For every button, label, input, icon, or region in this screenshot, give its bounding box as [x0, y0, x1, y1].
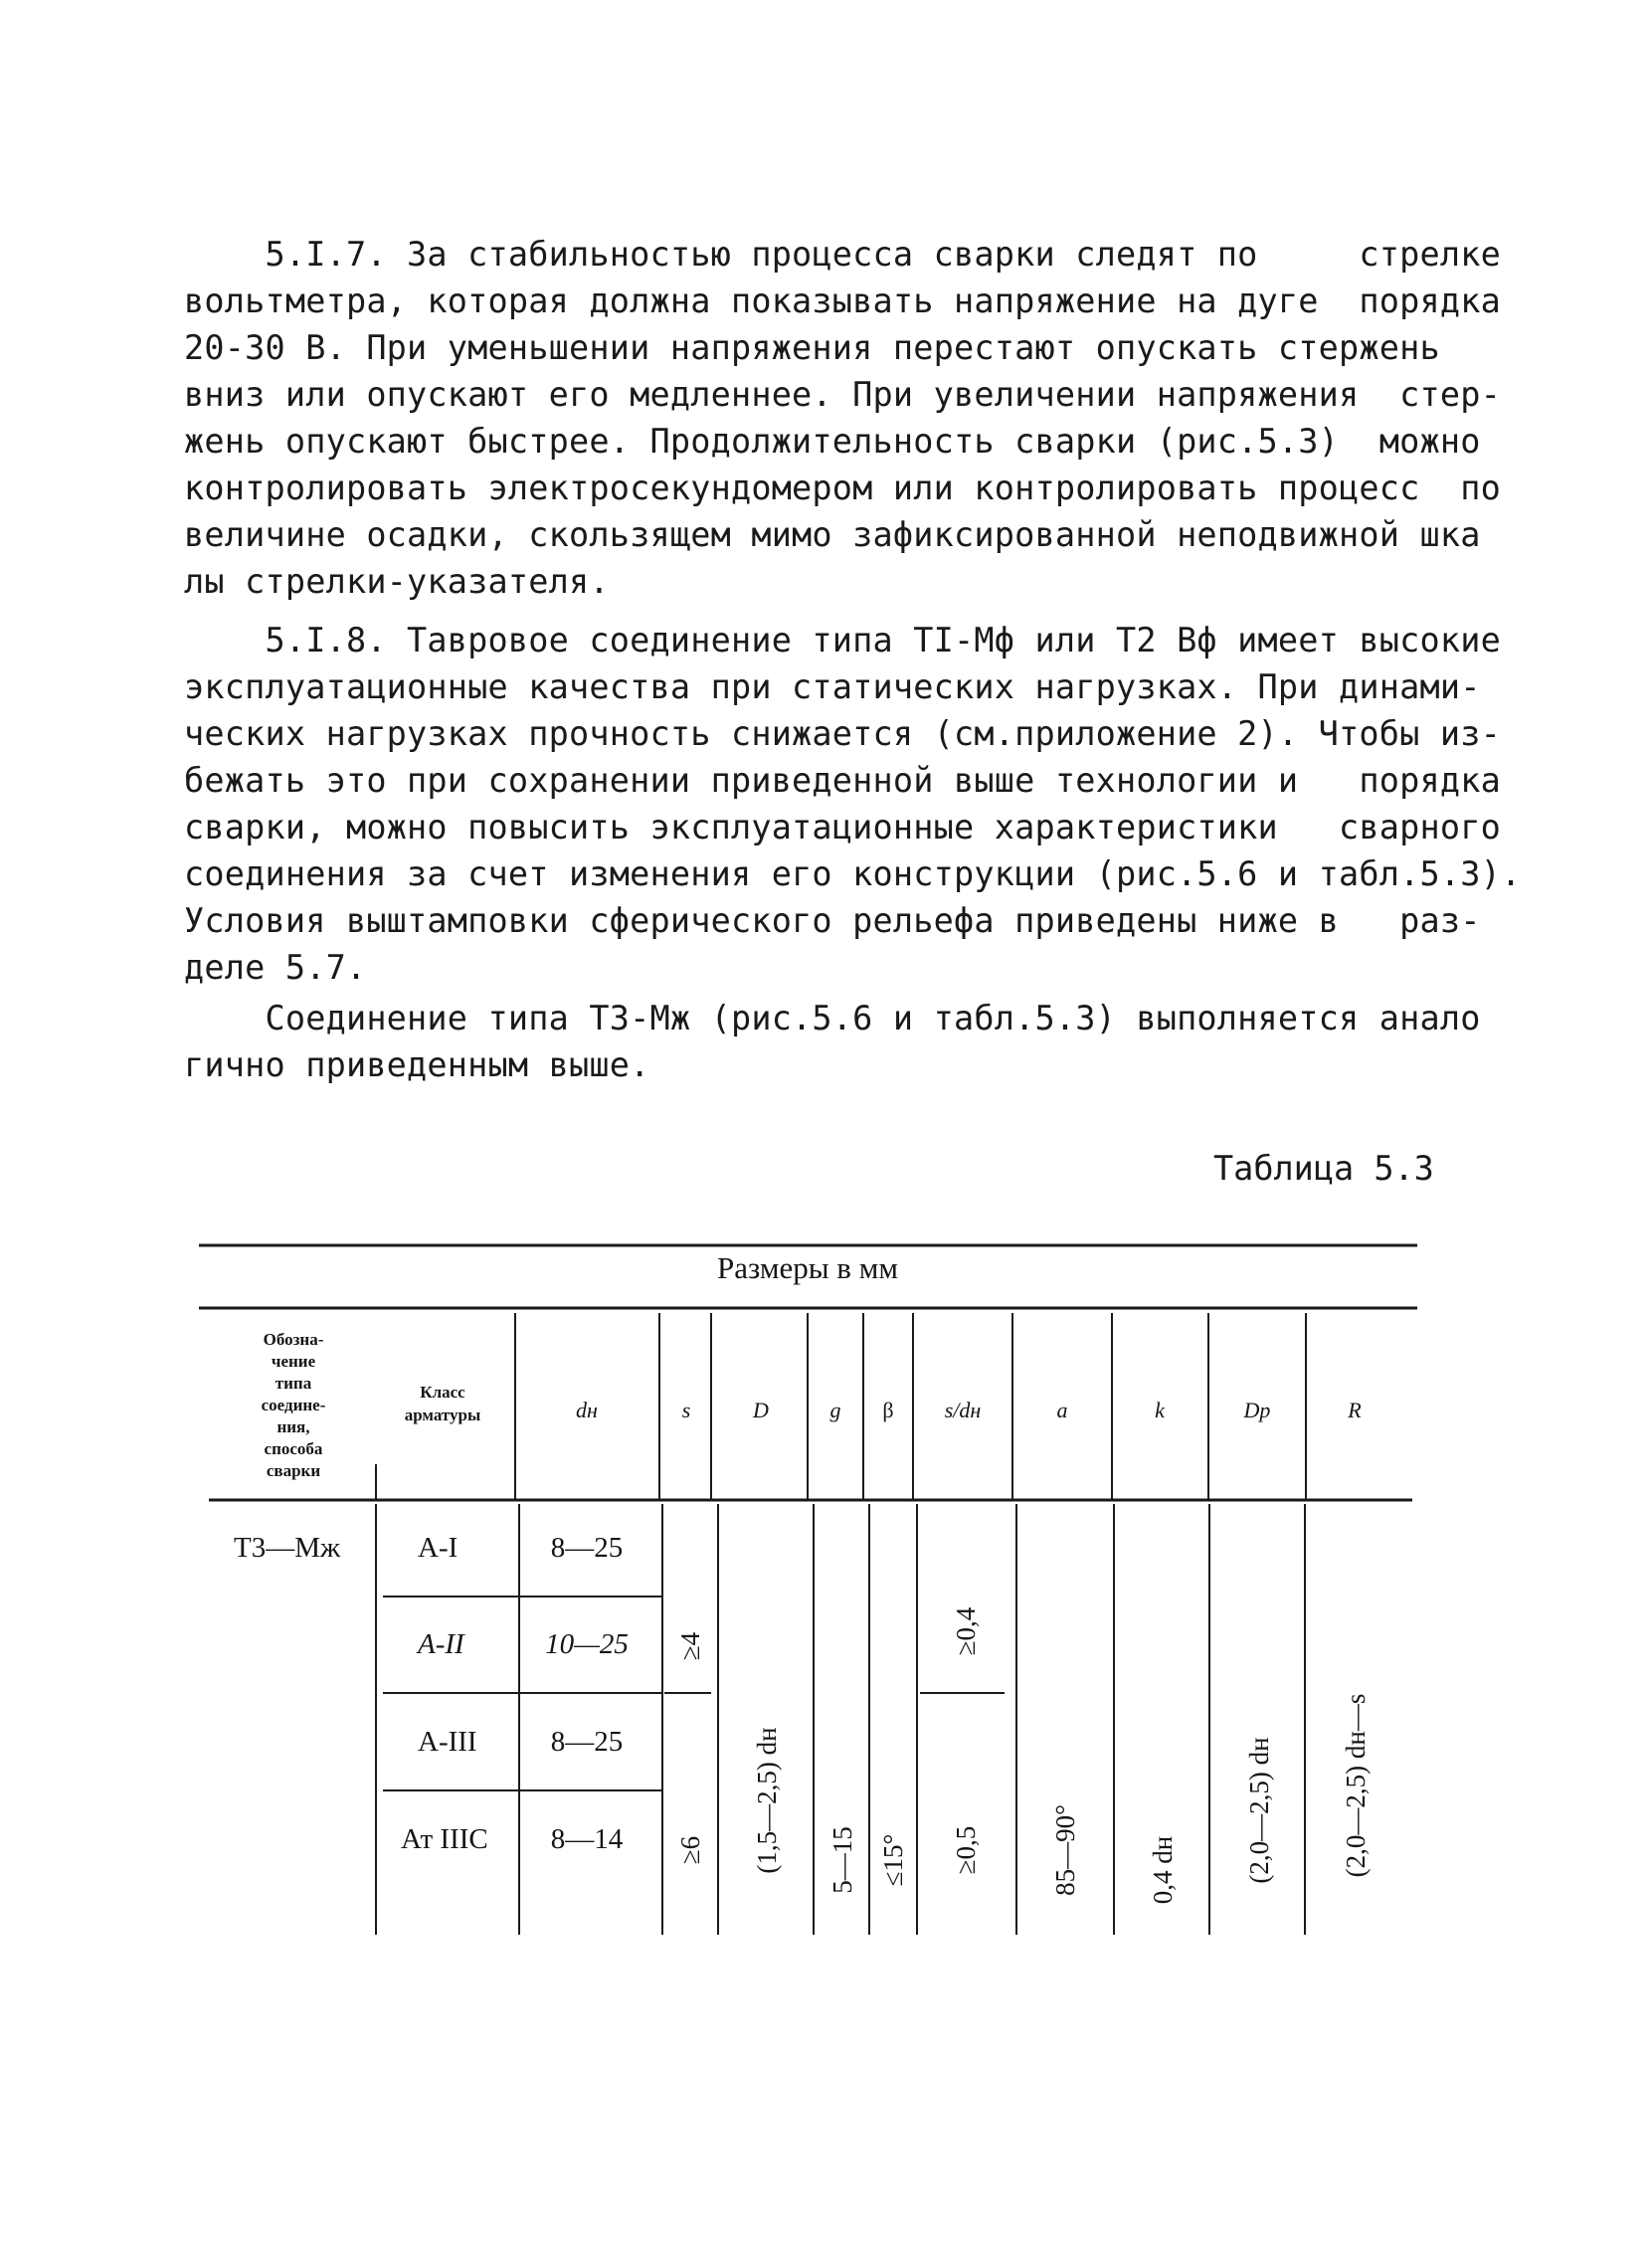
header-type — [262, 1330, 326, 1480]
header-line: типа — [275, 1374, 312, 1393]
header-line: чение — [271, 1352, 316, 1371]
header-s: s — [681, 1398, 691, 1422]
dn-cell: 8—25 — [550, 1532, 624, 1564]
text-line: Соединение типа Т3-Мж (рис.5.6 и табл.5.3) выполняется анало — [184, 999, 1481, 1037]
D-value-cell: (1,5—2,5) dн — [752, 1727, 782, 1874]
class-cell: Ат IIIС — [401, 1823, 488, 1855]
text-line: контролировать электросекундомером или контролировать процесс по — [184, 469, 1501, 507]
header-line: Класс — [420, 1383, 465, 1402]
header-line: способа — [264, 1439, 323, 1458]
k-value-cell: 0,4 dн — [1148, 1835, 1178, 1905]
header-line: сварки — [266, 1461, 321, 1480]
dn-cell: 8—14 — [550, 1823, 624, 1855]
a-value-cell: 85—90° — [1050, 1804, 1080, 1896]
dn-cell: 8—25 — [550, 1726, 624, 1758]
class-cell: А-III — [418, 1726, 477, 1758]
s-dn-value-cell: ≥0,4 — [951, 1606, 981, 1656]
text-line: 5.I.7. За стабильностью процесса сварки следят по стрелке — [184, 235, 1501, 274]
text-line: 20-30 В. При уменьшении напряжения перестают опускать стержень — [184, 328, 1440, 367]
s-dn-value-cell: ≥0,5 — [951, 1825, 981, 1875]
header-R: R — [1348, 1398, 1362, 1422]
beta-value-cell: ≤15° — [878, 1833, 908, 1887]
text-line: соединения за счет изменения его конструкции (рис.5.6 и табл.5.3). — [184, 854, 1522, 893]
header-s-dn: s/dн — [944, 1398, 982, 1422]
header-class — [405, 1383, 481, 1424]
text-line: лы стрелки-указателя. — [184, 562, 610, 601]
text-line: эксплуатационные качества при статических нагрузках. При динами- — [184, 667, 1481, 706]
header-line: ния, — [276, 1417, 310, 1436]
table-rules — [199, 1245, 1417, 1935]
header-k: k — [1155, 1398, 1165, 1422]
text-line: жень опускают быстрее. Продолжительность сварки (рис.5.3) можно — [184, 422, 1481, 461]
dn-cell: 10—25 — [545, 1628, 629, 1660]
header-line: арматуры — [404, 1406, 481, 1424]
text-line: вниз или опускают его медленнее. При увеличении напряжения стер- — [184, 375, 1501, 414]
type-cell: Т3—Мж — [234, 1532, 341, 1564]
g-value-cell: 5—15 — [827, 1826, 857, 1894]
header-line: соедине- — [261, 1396, 326, 1414]
header-D: D — [753, 1398, 769, 1422]
class-cell: А-I — [418, 1532, 459, 1564]
text-line: сварки, можно повысить эксплуатационные характеристики сварного — [184, 808, 1501, 846]
header-Dp: Dр — [1243, 1398, 1271, 1422]
text-line: гично приведенным выше. — [184, 1045, 650, 1084]
text-line: ческих нагрузках прочность снижается (см.приложение 2). Чтобы из- — [184, 714, 1501, 753]
text-line: 5.I.8. Тавровое соединение типа TI-Мф или Т2 Вф имеет высокие — [184, 621, 1501, 659]
Dp-value-cell: (2,0—2,5) dн — [1244, 1737, 1274, 1884]
table-caption: Таблица 5.3 — [1213, 1149, 1434, 1188]
text-line: вольтметра, которая должна показывать напряжение на дуге порядка — [184, 282, 1501, 320]
header-a: a — [1056, 1398, 1068, 1422]
header-beta: β — [882, 1398, 894, 1422]
R-value-cell: (2,0—2,5) dн—s — [1341, 1693, 1371, 1878]
header-line: Обозна- — [263, 1330, 324, 1349]
header-g: g — [829, 1398, 841, 1422]
text-line: деле 5.7. — [184, 948, 367, 987]
header-dn: dн — [576, 1398, 598, 1422]
s-value-cell: ≥6 — [675, 1835, 705, 1865]
text-line: величине осадки, скользящем мимо зафиксированной неподвижной шка — [184, 515, 1481, 554]
s-value-cell: ≥4 — [675, 1631, 705, 1661]
units-header: Размеры в мм — [717, 1250, 898, 1285]
text-line: бежать это при сохранении приведенной выше технологии и порядка — [184, 761, 1501, 800]
text-line: Условия выштамповки сферического рельефа приведены ниже в раз- — [184, 901, 1481, 940]
class-cell: А-II — [418, 1628, 464, 1660]
